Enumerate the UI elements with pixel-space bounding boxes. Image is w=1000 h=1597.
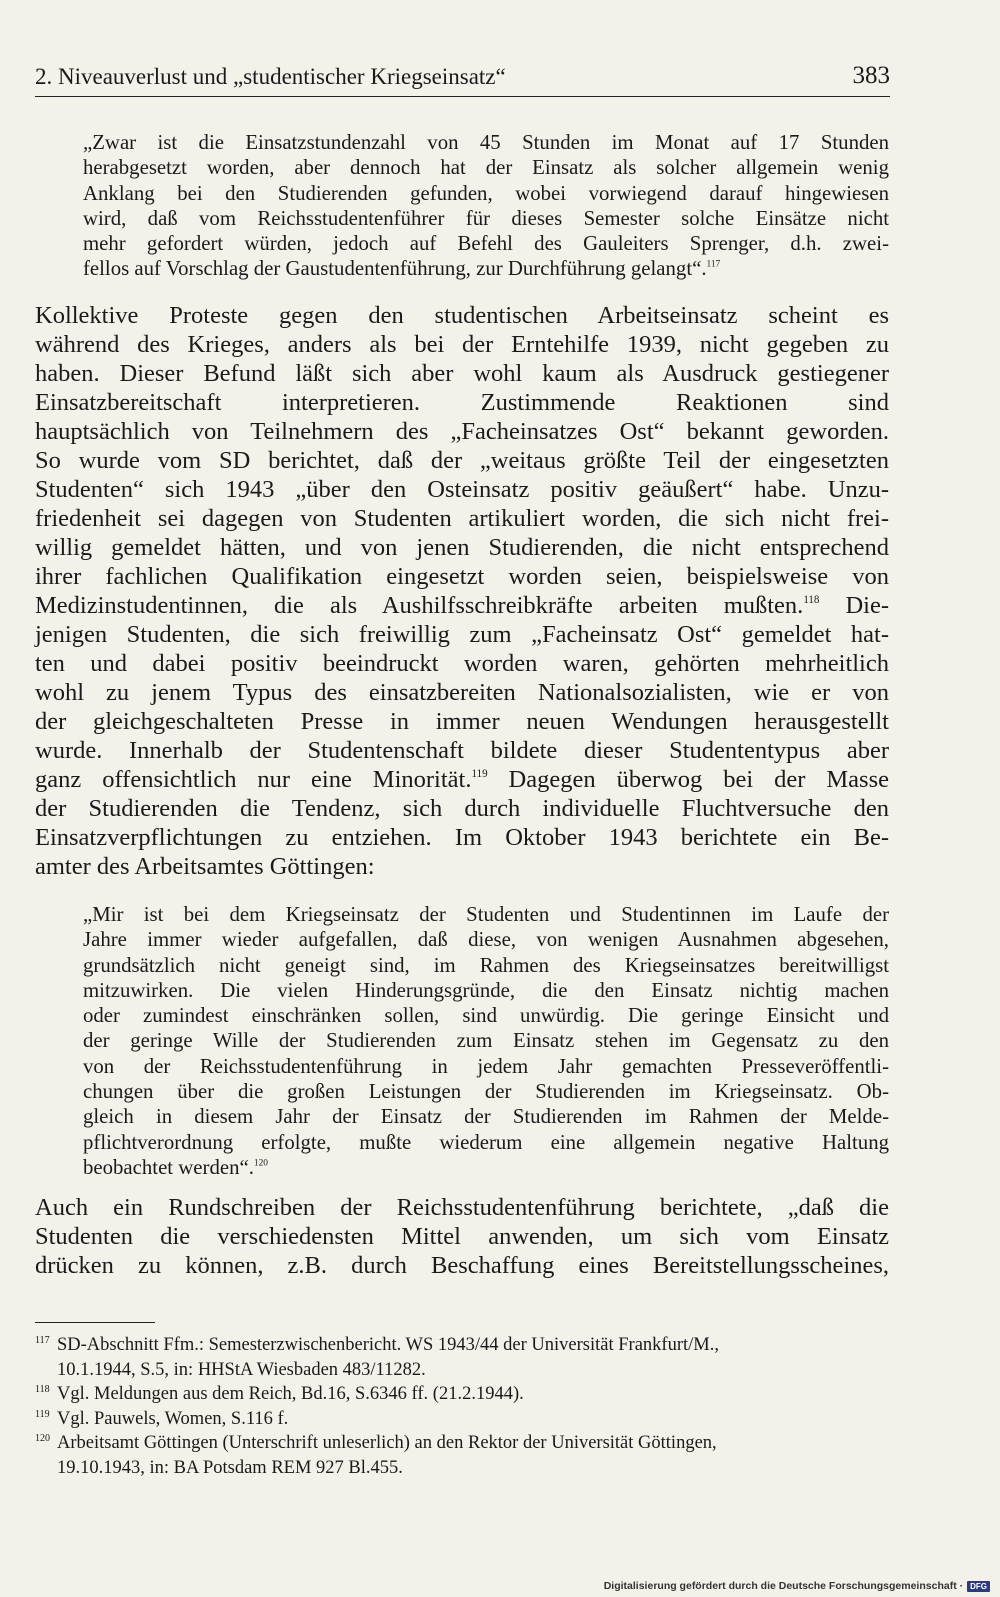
text-line: willig gemeldet hätten, und von jenen Studierenden, die nicht entsprechend: [35, 534, 889, 561]
text-line: Medizinstudentinnen, die als Aushilfsschreibkräfte arbeiten mußten.$^{118}$ Die-: [35, 592, 889, 619]
footnote-divider: [35, 1322, 155, 1323]
paragraph-1: [35, 301, 889, 881]
text-line: haben. Dieser Befund läßt sich aber wohl kaum als Ausdruck gestiegener: [35, 360, 889, 387]
footnote-text: Vgl. Pauwels, Women, S.116 f.: [57, 1408, 289, 1429]
footnote-119: [35, 1407, 890, 1432]
footnote-ref-118[interactable]: 118: [803, 594, 820, 607]
block-quote-1: [83, 130, 889, 282]
text-line: Studenten“ sich 1943 „über den Osteinsatz positiv geäußert“ habe. Unzu-: [35, 476, 889, 503]
footnote-text: 19.10.1943, in: BA Potsdam REM 927 Bl.455.: [57, 1457, 403, 1478]
quote-line: gleich in diesem Jahr der Einsatz der Studierenden im Rahmen der Melde-: [83, 1105, 889, 1129]
text-line: während des Krieges, anders als bei der Erntehilfe 1939, nicht gegeben zu: [35, 331, 889, 358]
footnote-118: [35, 1382, 890, 1407]
quote-line: fellos auf Vorschlag der Gaustudentenführung, zur Durchführung gelangt“.$^{117}$: [83, 257, 721, 281]
footnote-text: Arbeitsamt Göttingen (Unterschrift unleserlich) an den Rektor der Universität Göttingen,: [57, 1433, 717, 1453]
quote-line: von der Reichsstudentenführung in jedem Jahr gemachten Presseveröffentli-: [83, 1054, 889, 1078]
quote-line: mehr gefordert würden, jedoch auf Befehl des Gauleiters Sprenger, d.h. zwei-: [83, 232, 889, 256]
quote-line: mitzuwirken. Die vielen Hinderungsgründe, die den Einsatz nichtig machen: [83, 978, 889, 1002]
footnote-text: 10.1.1944, S.5, in: HHStA Wiesbaden 483/11282.: [57, 1359, 426, 1380]
footnote-number: 120: [35, 1433, 50, 1444]
running-title: 2. Niveauverlust und „studentischer Kriegseinsatz“: [35, 64, 506, 89]
footnote-text: SD-Abschnitt Ffm.: Semesterzwischenbericht. WS 1943/44 der Universität Frankfurt/M.,: [57, 1335, 719, 1355]
footnote-117: [35, 1333, 890, 1382]
digitization-credit: [604, 1580, 990, 1592]
footnote-number: 117: [35, 1335, 50, 1346]
credit-text: Digitalisierung gefördert durch die Deutsche Forschungsgemeinschaft ·: [603, 1580, 964, 1592]
text-line: Kollektive Proteste gegen den studentischen Arbeitseinsatz scheint es: [35, 302, 889, 329]
text-line: Einsatzverpflichtungen zu entziehen. Im Oktober 1943 berichtete ein Be-: [35, 824, 889, 851]
quote-line: „Mir ist bei dem Kriegseinsatz der Studenten und Studentinnen im Laufe der: [83, 903, 889, 926]
text-line: hauptsächlich von Teilnehmern des „Facheinsatzes Ost“ bekannt geworden.: [35, 418, 889, 445]
text-line: der gleichgeschalteten Presse in immer neuen Wendungen herausgestellt: [35, 708, 889, 735]
page-number: 383: [852, 62, 890, 89]
quote-line: herabgesetzt worden, aber dennoch hat der Einsatz als solcher allgemein wenig: [83, 156, 889, 180]
footnote-text: Vgl. Meldungen aus dem Reich, Bd.16, S.6346 ff. (21.2.1944).: [57, 1384, 524, 1404]
footnote-ref-119[interactable]: 119: [471, 768, 488, 781]
text-line: ganz offensichtlich nur eine Minorität.$^{119}$ Dagegen überwog bei der Masse: [35, 766, 889, 793]
text-line: wohl zu jenem Typus des einsatzbereiten Nationalsozialisten, wie er von: [35, 679, 889, 706]
footnote-120: [35, 1431, 890, 1480]
text-line: drücken zu können, z.B. durch Beschaffung eines Bereitstellungsscheines,: [35, 1252, 889, 1279]
quote-line: „Zwar ist die Einsatzstundenzahl von 45 Stunden im Monat auf 17 Stunden: [83, 131, 889, 154]
text-line: Einsatzbereitschaft interpretieren. Zustimmende Reaktionen sind: [35, 389, 889, 416]
text-line: friedenheit sei dagegen von Studenten artikuliert worden, die sich nicht frei-: [35, 505, 889, 532]
running-header: [35, 62, 890, 97]
text-line: wurde. Innerhalb der Studentenschaft bildete dieser Studententypus aber: [35, 737, 889, 764]
quote-line: pflichtverordnung erfolgte, mußte wiederum eine allgemein negative Haltung: [83, 1130, 889, 1154]
footnote-ref-120[interactable]: 120: [253, 1158, 268, 1169]
quote-line: grundsätzlich nicht geneigt sind, im Rahmen des Kriegseinsatzes bereitwilligst: [83, 953, 889, 977]
footnote-number: 118: [35, 1384, 50, 1395]
text-line: amter des Arbeitsamtes Göttingen:: [35, 853, 375, 880]
text-line: ihrer fachlichen Qualifikation eingesetzt worden seien, beispielsweise von: [35, 563, 889, 590]
paragraph-2: [35, 1193, 889, 1280]
quote-line: wird, daß vom Reichsstudentenführer für dieses Semester solche Einsätze nicht: [83, 206, 889, 230]
text-line: ten und dabei positiv beeindruckt worden waren, gehörten mehrheitlich: [35, 650, 889, 677]
quote-line: beobachtet werden“.$^{120}$: [83, 1155, 268, 1179]
quote-line: chungen über die großen Leistungen der Studierenden im Kriegseinsatz. Ob-: [83, 1080, 889, 1104]
dfg-logo-icon: DFG: [967, 1581, 990, 1592]
footnote-number: 119: [35, 1408, 50, 1420]
text-line: Studenten die verschiedensten Mittel anwenden, um sich vom Einsatz: [35, 1223, 889, 1250]
footnotes: [35, 1333, 890, 1480]
footnote-ref-117[interactable]: 117: [706, 260, 721, 271]
quote-line: oder zumindest einschränken sollen, sind unwürdig. Die geringe Einsicht und: [83, 1004, 889, 1028]
text-line: Auch ein Rundschreiben der Reichsstudentenführung berichtete, „daß die: [35, 1194, 889, 1221]
quote-line: Anklang bei den Studierenden gefunden, wobei vorwiegend darauf hingewiesen: [83, 181, 889, 205]
quote-line: der geringe Wille der Studierenden zum Einsatz stehen im Gegensatz zu den: [83, 1029, 889, 1053]
quote-line: Jahre immer wieder aufgefallen, daß diese, von wenigen Ausnahmen abgesehen,: [83, 928, 889, 952]
text-line: der Studierenden die Tendenz, sich durch individuelle Fluchtversuche den: [35, 795, 889, 822]
text-line: jenigen Studenten, die sich freiwillig zum „Facheinsatz Ost“ gemeldet hat-: [35, 621, 889, 648]
text-line: So wurde vom SD berichtet, daß der „weitaus größte Teil der eingesetzten: [35, 447, 889, 474]
block-quote-2: [83, 902, 889, 1180]
